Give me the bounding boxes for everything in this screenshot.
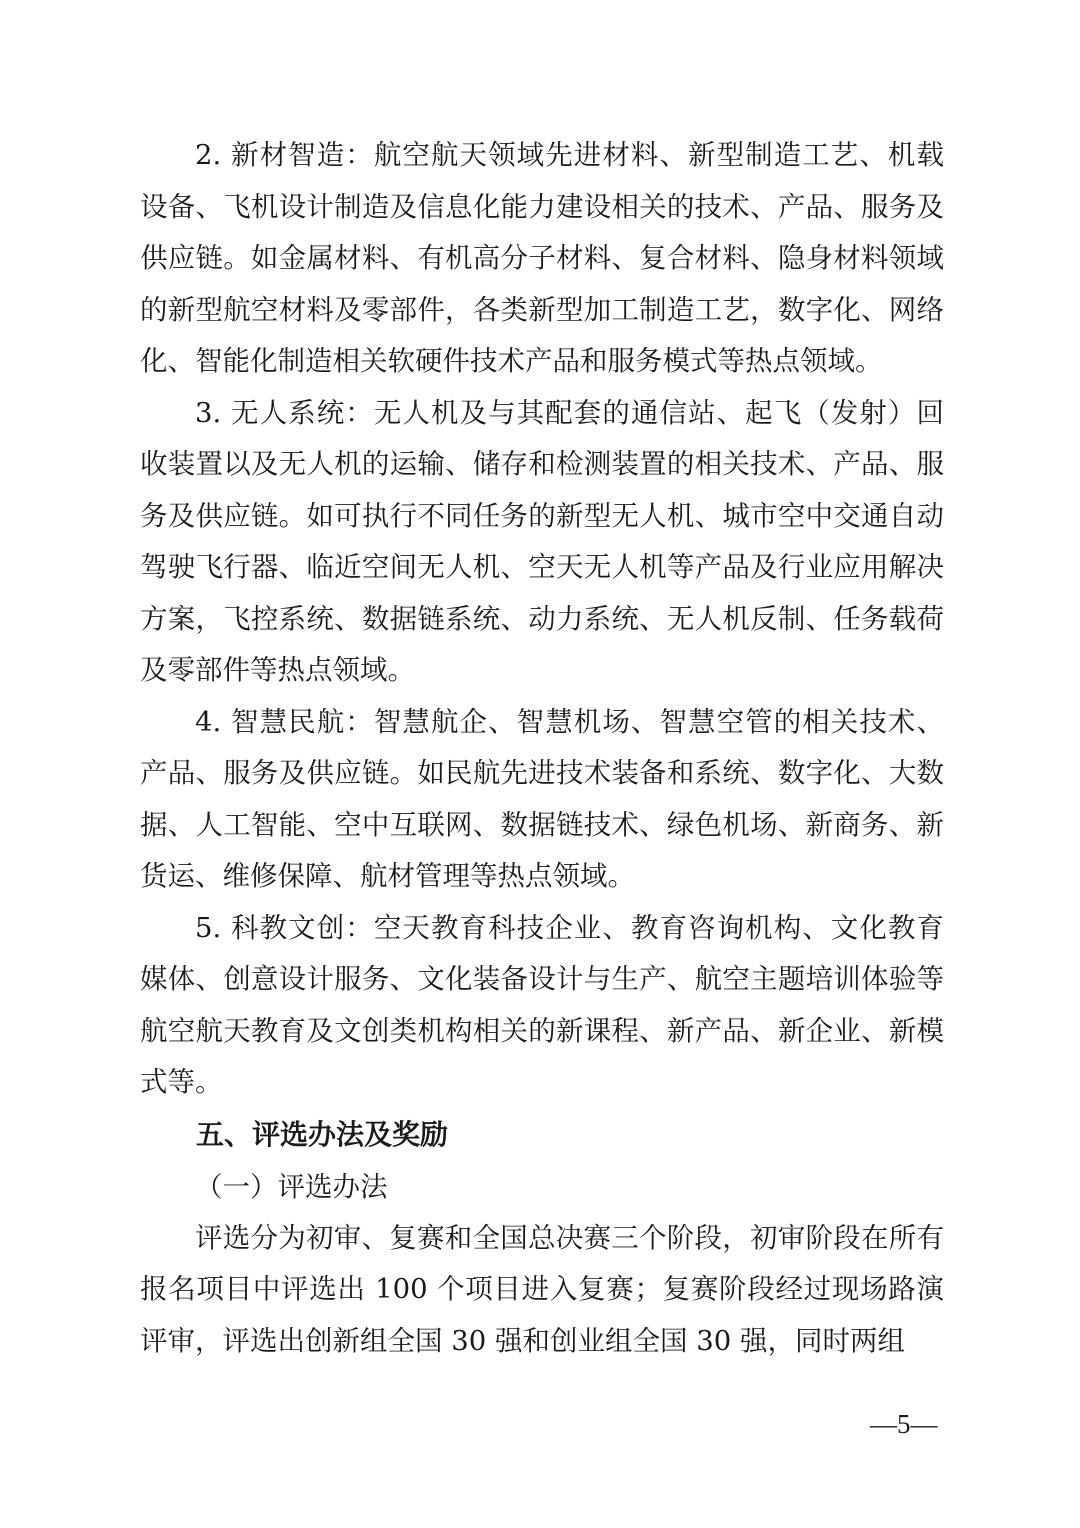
- paragraph-selection-method: 评选分为初审、复赛和全国总决赛三个阶段，初审阶段在所有报名项目中评选出 100 个项目进入复赛；复赛阶段经过现场路演评审，评选出创新组全国 30 强和创业组全国 30 强，同时两组: [140, 1221, 944, 1357]
- paragraph-unmanned-systems: 3. 无人系统：无人机及与其配套的通信站、起飞（发射）回收装置以及无人机的运输、储存和检测装置的相关技术、产品、服务及供应链。如可执行不同任务的新型无人机、城市空中交通自动驾驶飞行器、临近空间无人机、空天无人机等产品及行业应用解决方案，飞控系统、数据链系统、动力系统、无人机反制、任务载荷及零部件等热点领域。: [140, 396, 944, 686]
- document-body: [140, 130, 944, 1367]
- paragraph-smart-aviation: 4. 智慧民航：智慧航企、智慧机场、智慧空管的相关技术、产品、服务及供应链。如民航先进技术装备和系统、数字化、大数据、人工智能、空中互联网、数据链技术、绿色机场、新商务、新货运、维修保障、航材管理等热点领域。: [140, 705, 944, 892]
- subsection-heading: （一）评选办法: [195, 1170, 388, 1203]
- paragraph-new-materials: 2. 新材智造：航空航天领域先进材料、新型制造工艺、机载设备、飞机设计制造及信息化能力建设相关的技术、产品、服务及供应链。如金属材料、有机高分子材料、复合材料、隐身材料领域的新型航空材料及零部件，各类新型加工制造工艺，数字化、网络化、智能化制造相关软硬件技术产品和服务模式等热点领域。: [140, 139, 944, 377]
- page-number: —5—: [870, 1409, 938, 1439]
- section-heading: 五、评选办法及奖励: [196, 1117, 449, 1151]
- paragraph-education-culture: 5. 科教文创：空天教育科技企业、教育咨询机构、文化教育媒体、创意设计服务、文化装备设计与生产、航空主题培训体验等航空航天教育及文创类机构相关的新课程、新产品、新企业、新模式等。: [140, 911, 944, 1098]
